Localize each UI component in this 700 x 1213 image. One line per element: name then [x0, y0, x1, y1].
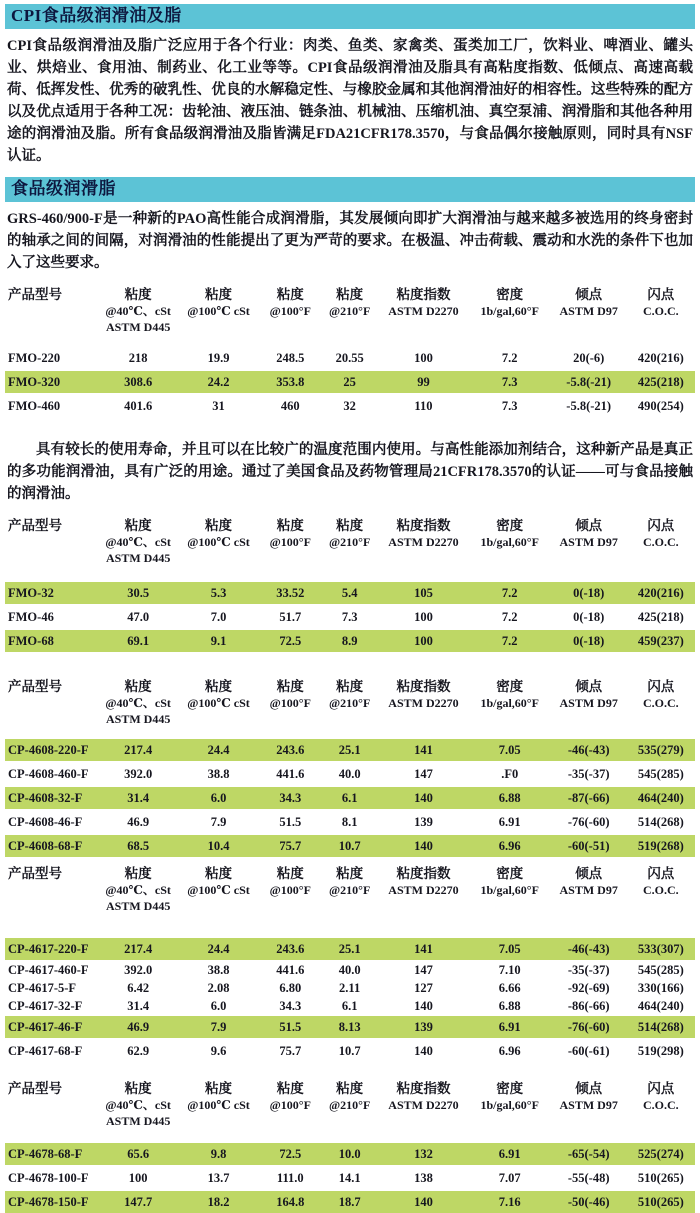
- value-cell: 0(-18): [551, 581, 627, 605]
- value-cell: 19.9: [207, 350, 230, 365]
- section-title-food-grade-grease: 食品级润滑脂: [5, 177, 695, 202]
- column-header: 密度 1b/gal,60°F: [480, 679, 539, 710]
- column-header: 粘度 @210°F: [328, 866, 371, 897]
- product-model-cell: CP-4678-68-F: [5, 1142, 99, 1166]
- value-cell: 10.4: [177, 834, 259, 857]
- value-cell: 217.4: [99, 738, 178, 762]
- value-cell: -60(-51): [551, 834, 627, 857]
- product-model-cell: CP-4617-68-F: [8, 1043, 83, 1058]
- value-cell: -87(-66): [551, 786, 627, 810]
- value-cell: 139: [414, 814, 433, 829]
- value-cell: -60(-61): [567, 1043, 610, 1058]
- table-row: [5, 394, 695, 417]
- value-cell: 514(268): [637, 814, 684, 829]
- value-cell: 72.5: [260, 1142, 321, 1166]
- value-cell: 25: [321, 370, 378, 394]
- value-cell: 10.7: [321, 834, 378, 857]
- value-cell: 5.4: [321, 581, 378, 605]
- value-cell: 490(254): [637, 398, 684, 413]
- column-header: 粘度 @210°F: [328, 518, 371, 549]
- column-header: 粘度 @210°F: [328, 679, 371, 710]
- value-cell: 353.8: [260, 370, 321, 394]
- value-cell: 40.0: [338, 766, 361, 781]
- value-cell: 14.1: [338, 1170, 361, 1185]
- value-cell: 7.3: [501, 398, 518, 413]
- value-cell: 6.1: [341, 998, 358, 1013]
- value-cell: -76(-60): [551, 1015, 627, 1039]
- product-model-cell: CP-4617-32-F: [8, 998, 83, 1013]
- spec-table-cp-4608-series: [5, 676, 695, 857]
- value-cell: 0(-18): [551, 629, 627, 652]
- value-cell: 545(285): [637, 962, 684, 977]
- value-cell: 6.91: [469, 1015, 551, 1039]
- value-cell: 34.3: [260, 786, 321, 810]
- value-cell: 460: [280, 398, 300, 413]
- value-cell: 18.7: [321, 1190, 378, 1213]
- spec-table-fmo-low-viscosity-series: [5, 515, 695, 652]
- product-model-cell: CP-4608-68-F: [5, 834, 99, 857]
- column-header: 粘度 @210°F: [328, 1081, 371, 1112]
- value-cell: 510(265): [637, 1170, 684, 1185]
- product-model-cell: CP-4608-460-F: [8, 766, 89, 781]
- table-row: [5, 961, 695, 979]
- product-model-cell: CP-4617-460-F: [8, 962, 89, 977]
- value-cell: 441.6: [276, 766, 305, 781]
- value-cell: 9.8: [177, 1142, 259, 1166]
- value-cell: 164.8: [260, 1190, 321, 1213]
- column-header: 粘度 @100°F: [269, 866, 311, 897]
- value-cell: 140: [414, 1043, 433, 1058]
- value-cell: 7.2: [469, 629, 551, 652]
- column-header: 粘度 @100℃ cSt: [187, 518, 250, 549]
- value-cell: 132: [378, 1142, 468, 1166]
- table-row: [5, 738, 695, 762]
- value-cell: 8.9: [321, 629, 378, 652]
- table-row: [5, 937, 695, 961]
- value-cell: 99: [378, 370, 468, 394]
- value-cell: 24.2: [177, 370, 259, 394]
- table-header-row: [5, 516, 695, 581]
- spec-table-cp-4678-series: [5, 1078, 695, 1213]
- value-cell: 420(216): [637, 350, 684, 365]
- product-model-cell: FMO-320: [5, 370, 99, 394]
- value-cell: 514(268): [627, 1015, 695, 1039]
- value-cell: -35(-37): [567, 962, 610, 977]
- value-cell: 25.1: [321, 937, 378, 961]
- value-cell: 51.5: [260, 1015, 321, 1039]
- column-header: 粘度指数 ASTM D2270: [388, 866, 459, 897]
- table-row: [5, 810, 695, 834]
- value-cell: 140: [378, 786, 468, 810]
- value-cell: 139: [378, 1015, 468, 1039]
- value-cell: 401.6: [124, 398, 153, 413]
- value-cell: 8.1: [341, 814, 358, 829]
- value-cell: 392.0: [124, 766, 153, 781]
- value-cell: 243.6: [260, 937, 321, 961]
- column-header: 产品型号: [8, 518, 62, 533]
- value-cell: 32: [343, 398, 356, 413]
- value-cell: 141: [378, 738, 468, 762]
- value-cell: 69.1: [99, 629, 178, 652]
- value-cell: 392.0: [124, 962, 153, 977]
- column-header: 闪点 C.O.C.: [642, 866, 679, 897]
- lubricant-benefits-paragraph: 具有较长的使用寿命，并且可以在比较广的温度范围内使用。与高性能添加剂结合，这种新产品是真正的多功能润滑油，具有广泛的用途。通过了美国食品及药物管理局21CFR178.3570的认证——可与食品接触的润滑油。: [7, 442, 693, 502]
- value-cell: 2.08: [207, 980, 230, 995]
- column-header: 粘度 @100°F: [269, 679, 311, 710]
- column-header: 产品型号: [8, 866, 62, 881]
- value-cell: 519(268): [627, 834, 695, 857]
- value-cell: .F0: [501, 766, 519, 781]
- column-header: 粘度 @40℃、cSt ASTM D445: [105, 866, 171, 913]
- column-header: 密度 1b/gal,60°F: [480, 866, 539, 897]
- table-row: [5, 1015, 695, 1039]
- value-cell: 7.3: [341, 609, 358, 624]
- column-header: 密度 1b/gal,60°F: [480, 287, 539, 318]
- value-cell: -76(-60): [567, 814, 610, 829]
- value-cell: 464(240): [627, 786, 695, 810]
- product-model-cell: CP-4617-46-F: [5, 1015, 99, 1039]
- value-cell: -46(-43): [551, 937, 627, 961]
- value-cell: 7.05: [469, 937, 551, 961]
- column-header: 粘度 @100℃ cSt: [187, 1081, 250, 1112]
- table-row: [5, 1039, 695, 1062]
- value-cell: 6.96: [469, 834, 551, 857]
- value-cell: 31: [212, 398, 225, 413]
- value-cell: 6.96: [498, 1043, 521, 1058]
- column-header: 粘度 @100°F: [269, 518, 311, 549]
- intro-paragraph: CPI食品级润滑油及脂广泛应用于各个行业：肉类、鱼类、家禽类、蛋类加工厂，饮料业、啤酒业、罐头业、烘焙业、食用油、制药业、化工业等等。CPI食品级润滑油及脂具有高粘度指数、低倾点、高速高载荷、低挥发性、优秀的破乳性、优良的水解稳定性、与橡胶金属和其他润滑油好的相容性。这些特殊的配方以及优点适用于各种工况：齿轮油、液压油、链条油、机械油、压缩机油、真空泵浦、润滑脂和其他各种用途的润滑油及脂。所有食品级润滑油及脂皆满足FDA21CFR178.3570，与食品偶尔接触原则，同时具有NSF认证。: [7, 38, 693, 164]
- value-cell: 46.9: [99, 1015, 178, 1039]
- product-model-cell: CP-4608-32-F: [5, 786, 99, 810]
- product-model-cell: FMO-460: [8, 398, 61, 413]
- value-cell: 7.3: [469, 370, 551, 394]
- value-cell: 147.7: [99, 1190, 178, 1213]
- column-header: 粘度指数 ASTM D2270: [388, 287, 459, 318]
- value-cell: 535(279): [627, 738, 695, 762]
- column-header: 闪点 C.O.C.: [642, 518, 679, 549]
- value-cell: 34.3: [279, 998, 302, 1013]
- value-cell: 25.1: [321, 738, 378, 762]
- value-cell: 20(-6): [573, 350, 605, 365]
- product-model-cell: FMO-46: [8, 609, 54, 624]
- value-cell: 243.6: [260, 738, 321, 762]
- value-cell: 38.8: [207, 766, 230, 781]
- value-cell: -35(-37): [567, 766, 610, 781]
- value-cell: 51.7: [279, 609, 302, 624]
- value-cell: 525(274): [627, 1142, 695, 1166]
- value-cell: 147: [414, 962, 433, 977]
- value-cell: 464(240): [637, 998, 684, 1013]
- product-model-cell: FMO-68: [5, 629, 99, 652]
- value-cell: 147: [414, 766, 433, 781]
- value-cell: 6.1: [321, 786, 378, 810]
- value-cell: 7.10: [498, 962, 521, 977]
- value-cell: 510(265): [627, 1190, 695, 1213]
- table-row: [5, 370, 695, 394]
- product-model-cell: FMO-32: [5, 581, 99, 605]
- value-cell: 75.7: [279, 1043, 302, 1058]
- product-model-cell: CP-4608-220-F: [5, 738, 99, 762]
- column-header: 产品型号: [8, 679, 62, 694]
- column-header: 产品型号: [8, 1081, 62, 1096]
- product-model-cell: CP-4617-5-F: [8, 980, 77, 995]
- value-cell: 30.5: [99, 581, 178, 605]
- value-cell: 5.3: [177, 581, 259, 605]
- value-cell: 6.88: [469, 786, 551, 810]
- value-cell: 18.2: [177, 1190, 259, 1213]
- table-row: [5, 629, 695, 652]
- value-cell: 38.8: [207, 962, 230, 977]
- value-cell: 7.0: [210, 609, 227, 624]
- value-cell: 127: [414, 980, 433, 995]
- column-header: 粘度 @100℃ cSt: [187, 866, 250, 897]
- value-cell: 72.5: [260, 629, 321, 652]
- table-row: [5, 1142, 695, 1166]
- table-row: [5, 1190, 695, 1213]
- table-row: [5, 581, 695, 605]
- value-cell: 6.66: [498, 980, 521, 995]
- value-cell: 545(285): [637, 766, 684, 781]
- spacer: [5, 417, 695, 433]
- value-cell: 7.9: [210, 814, 227, 829]
- value-cell: -65(-54): [551, 1142, 627, 1166]
- value-cell: 46.9: [127, 814, 150, 829]
- column-header: 粘度 @40℃、cSt ASTM D445: [105, 1081, 171, 1128]
- column-header: 闪点 C.O.C.: [642, 287, 679, 318]
- table-row: [5, 762, 695, 786]
- value-cell: 13.7: [207, 1170, 230, 1185]
- product-model-cell: FMO-220: [8, 350, 61, 365]
- column-header: 粘度 @210°F: [328, 287, 371, 318]
- value-cell: 0(-18): [573, 609, 605, 624]
- value-cell: 33.52: [260, 581, 321, 605]
- value-cell: 62.9: [127, 1043, 150, 1058]
- table-header-row: [5, 677, 695, 738]
- table-header-row: [5, 1079, 695, 1142]
- column-header: 闪点 C.O.C.: [642, 1081, 679, 1112]
- column-header: 粘度指数 ASTM D2270: [388, 1081, 459, 1112]
- value-cell: 217.4: [99, 937, 178, 961]
- product-model-cell: CP-4617-220-F: [5, 937, 99, 961]
- value-cell: 248.5: [276, 350, 305, 365]
- column-header: 粘度 @40℃、cSt ASTM D445: [105, 287, 171, 334]
- value-cell: 2.11: [339, 980, 361, 995]
- value-cell: 425(218): [627, 370, 695, 394]
- value-cell: 10.0: [321, 1142, 378, 1166]
- value-cell: 47.0: [127, 609, 150, 624]
- value-cell: 425(218): [637, 609, 684, 624]
- table-row: [5, 605, 695, 629]
- value-cell: 65.6: [99, 1142, 178, 1166]
- value-cell: 7.05: [469, 738, 551, 762]
- spec-table-fmo-220-series: [5, 284, 695, 417]
- value-cell: 75.7: [260, 834, 321, 857]
- table-row: [5, 346, 695, 370]
- value-cell: 31.4: [99, 786, 178, 810]
- table-row: [5, 997, 695, 1015]
- value-cell: 31.4: [127, 998, 150, 1013]
- value-cell: 7.2: [469, 581, 551, 605]
- value-cell: 9.6: [210, 1043, 227, 1058]
- value-cell: 140: [414, 998, 433, 1013]
- value-cell: 6.91: [498, 814, 521, 829]
- value-cell: 7.2: [501, 609, 518, 624]
- value-cell: 24.4: [177, 738, 259, 762]
- column-header: 倾点 ASTM D97: [559, 866, 618, 897]
- value-cell: 51.5: [279, 814, 302, 829]
- table-row: [5, 786, 695, 810]
- table-row: [5, 979, 695, 997]
- spec-table-cp-4617-series: [5, 863, 695, 1062]
- value-cell: 68.5: [99, 834, 178, 857]
- column-header: 闪点 C.O.C.: [642, 679, 679, 710]
- column-header: 粘度指数 ASTM D2270: [388, 518, 459, 549]
- column-header: 倾点 ASTM D97: [559, 679, 618, 710]
- value-cell: 24.4: [177, 937, 259, 961]
- value-cell: 40.0: [338, 962, 361, 977]
- value-cell: 7.9: [177, 1015, 259, 1039]
- value-cell: 519(298): [637, 1043, 684, 1058]
- value-cell: 7.16: [469, 1190, 551, 1213]
- value-cell: 9.1: [177, 629, 259, 652]
- value-cell: 111.0: [276, 1170, 304, 1185]
- column-header: 粘度 @40℃、cSt ASTM D445: [105, 518, 171, 565]
- column-header: 粘度 @100℃ cSt: [187, 287, 250, 318]
- product-model-cell: CP-4678-150-F: [5, 1190, 99, 1213]
- value-cell: 420(216): [627, 581, 695, 605]
- value-cell: -5.8(-21): [566, 398, 612, 413]
- value-cell: 459(237): [627, 629, 695, 652]
- value-cell: 100: [414, 350, 433, 365]
- column-header: 粘度 @100℃ cSt: [187, 679, 250, 710]
- spacer: [5, 652, 695, 676]
- column-header: 粘度 @40℃、cSt ASTM D445: [105, 679, 171, 726]
- value-cell: 6.42: [127, 980, 150, 995]
- table-row: [5, 1166, 695, 1190]
- column-header: 粘度 @100°F: [269, 1081, 311, 1112]
- value-cell: 110: [414, 398, 433, 413]
- column-header: 密度 1b/gal,60°F: [480, 518, 539, 549]
- value-cell: 141: [378, 937, 468, 961]
- value-cell: 6.0: [210, 998, 227, 1013]
- value-cell: -55(-48): [567, 1170, 610, 1185]
- value-cell: 7.07: [498, 1170, 521, 1185]
- value-cell: 138: [414, 1170, 433, 1185]
- spacer: [5, 1062, 695, 1078]
- value-cell: 6.80: [279, 980, 302, 995]
- value-cell: 8.13: [321, 1015, 378, 1039]
- value-cell: 533(307): [627, 937, 695, 961]
- value-cell: 105: [378, 581, 468, 605]
- column-header: 倾点 ASTM D97: [559, 1081, 618, 1112]
- product-model-cell: CP-4678-100-F: [8, 1170, 89, 1185]
- grease-description-paragraph: GRS-460/900-F是一种新的PAO高性能合成润滑脂，其发展倾向即扩大润滑油与越来越多被选用的终身密封的轴承之间的间隔，对润滑油的性能提出了更为严苛的要求。在极温、冲击荷载、震动和水洗的条件下也加入了这些要求。: [7, 211, 693, 271]
- value-cell: 140: [378, 834, 468, 857]
- value-cell: 6.91: [469, 1142, 551, 1166]
- value-cell: 330(166): [637, 980, 684, 995]
- value-cell: 10.7: [338, 1043, 361, 1058]
- value-cell: 100: [128, 1170, 148, 1185]
- value-cell: 20.55: [335, 350, 364, 365]
- column-header: 倾点 ASTM D97: [559, 287, 618, 318]
- table-header-row: [5, 285, 695, 346]
- value-cell: 6.0: [177, 786, 259, 810]
- column-header: 粘度 @100°F: [269, 287, 311, 318]
- value-cell: -86(-66): [567, 998, 610, 1013]
- column-header: 倾点 ASTM D97: [559, 518, 618, 549]
- value-cell: 308.6: [99, 370, 178, 394]
- table-row: [5, 834, 695, 857]
- value-cell: -92(-69): [567, 980, 610, 995]
- value-cell: 441.6: [276, 962, 305, 977]
- section-title-oils-and-greases: CPI食品级润滑油及脂: [5, 4, 695, 29]
- value-cell: 140: [378, 1190, 468, 1213]
- value-cell: 100: [378, 629, 468, 652]
- value-cell: 7.2: [501, 350, 518, 365]
- column-header: 粘度指数 ASTM D2270: [388, 679, 459, 710]
- column-header: 产品型号: [8, 287, 62, 302]
- value-cell: 6.88: [498, 998, 521, 1013]
- value-cell: -5.8(-21): [551, 370, 627, 394]
- value-cell: -50(-46): [551, 1190, 627, 1213]
- value-cell: 218: [128, 350, 148, 365]
- column-header: 密度 1b/gal,60°F: [480, 1081, 539, 1112]
- value-cell: 100: [414, 609, 433, 624]
- table-header-row: [5, 864, 695, 937]
- product-model-cell: CP-4608-46-F: [8, 814, 83, 829]
- value-cell: -46(-43): [551, 738, 627, 762]
